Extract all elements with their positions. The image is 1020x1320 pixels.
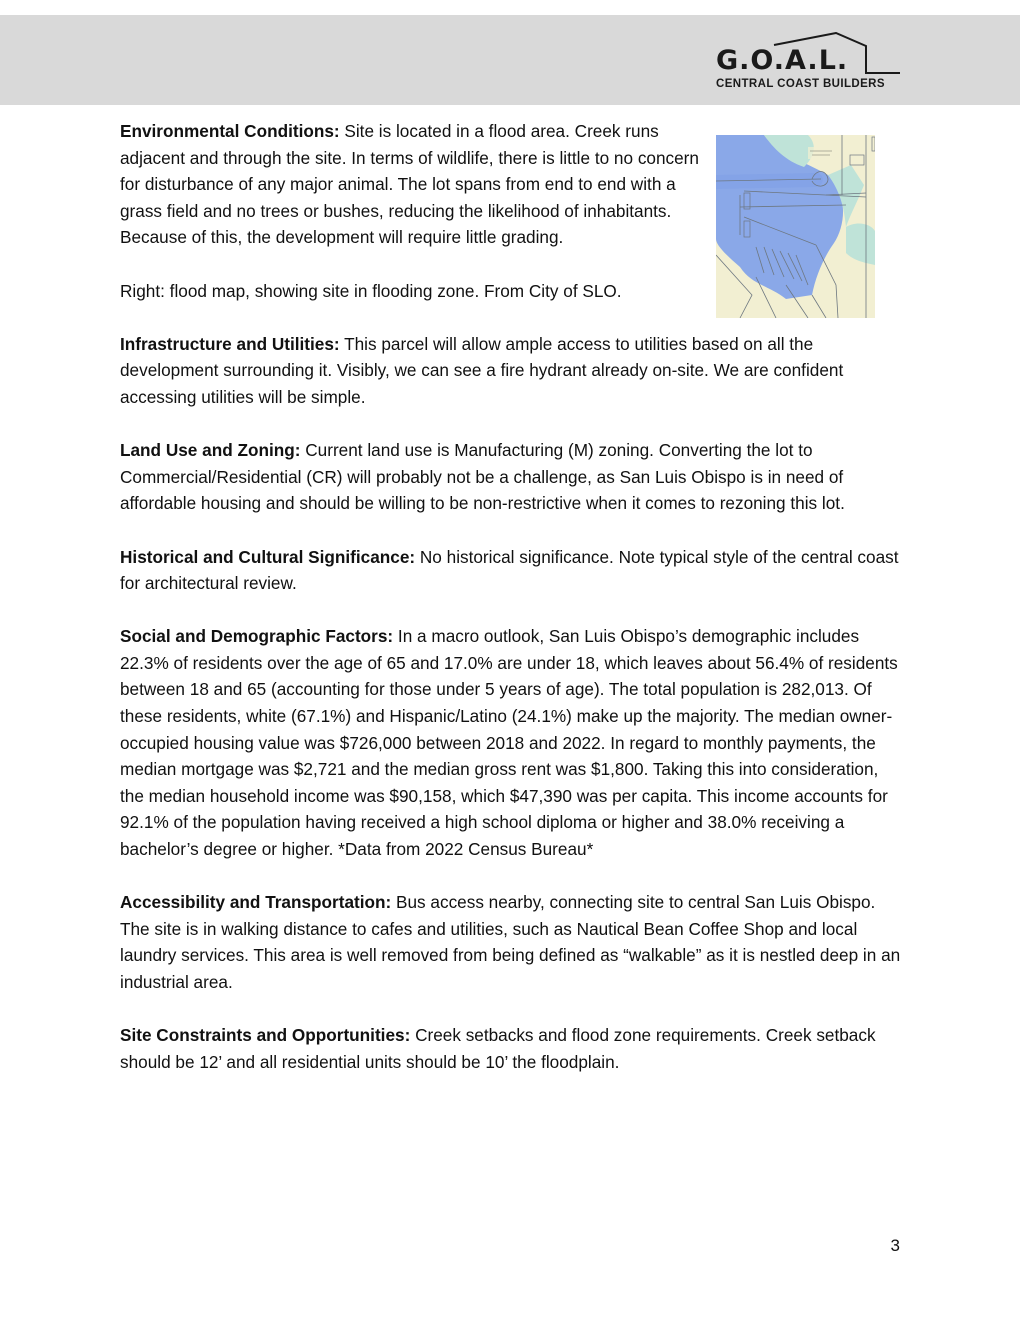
infrastructure-section [120, 331, 902, 411]
infrastructure-heading: Infrastructure and Utilities: [120, 333, 340, 354]
constraints-section [120, 1022, 902, 1075]
historical-heading: Historical and Cultural Significance: [120, 546, 416, 567]
accessibility-section [120, 889, 902, 995]
land-use-section [120, 437, 902, 517]
environmental-heading: Environmental Conditions: [120, 121, 340, 141]
document-body [120, 118, 902, 1102]
environmental-section [120, 118, 710, 251]
page-number: 3 [890, 1236, 900, 1255]
constraints-heading: Site Constraints and Opportunities: [120, 1025, 411, 1046]
historical-body: No historical significance. Note typical style of the central coast for architectural review. [120, 546, 899, 594]
infrastructure-body: This parcel will allow ample access to utilities based on all the development surrounding it. Visibly, we can see a fire hydrant already on-site. We are confident accessing utilities will be simple. [120, 333, 844, 407]
accessibility-body: Bus access nearby, connecting site to central San Luis Obispo. The site is in walking distance to cafes and utilities, such as Nautical Bean Coffee Shop and local laundry services. This area is well removed from being defined as “walkable” as it is nestled deep in an industrial area. [120, 892, 901, 992]
environmental-body: Site is located in a flood area. Creek runs adjacent and through the site. In terms of wildlife, there is little to no concern for disturbance of any major animal. The lot spans from end to end with a grass field and no trees or bushes, reducing the likelihood of inhabitants. Because of this, the development will require little grading. [120, 121, 699, 248]
land-use-body: Current land use is Manufacturing (M) zoning. Converting the lot to Commercial/Residential (CR) will probably not be a challenge, as San Luis Obispo is in need of affordable housing and should be willing to be non-restrictive when it comes to rezoning this lot. [120, 440, 845, 514]
social-section [120, 623, 902, 862]
historical-section [120, 544, 902, 597]
accessibility-heading: Accessibility and Transportation: [120, 892, 392, 913]
company-logo [714, 32, 904, 94]
social-body: In a macro outlook, San Luis Obispo’s demographic includes 22.3% of residents over the age of 65 and 17.0% are under 18, which leaves about 56.4% of residents between 18 and 65 (accounting for those under 5 years of age). The total population is 282,013. Of these residents, white (67.1%) and Hispanic/Latino (24.1%) make up the majority. The median owner-occupied housing value was $726,000 between 2018 and 2022. In regard to monthly payments, the median mortgage was $2,721 and the median gross rent was $1,800. Taking this into consideration, the median household income was $90,158, which $47,390 was per capita. This income accounts for 92.1% of the population having received a high school diploma or higher and 38.0% receiving a bachelor’s degree or higher. *Data from 2022 Census Bureau* [120, 626, 898, 860]
logo-tagline: CENTRAL COAST BUILDERS [716, 78, 885, 90]
map-caption: Right: flood map, showing site in flooding zone. From City of SLO. [120, 280, 622, 301]
logo-wordmark: G.O.A.L. [716, 45, 849, 76]
constraints-body: Creek setbacks and flood zone requirements. Creek setback should be 12’ and all residential units should be 10’ the floodplain. [120, 1025, 876, 1072]
social-heading: Social and Demographic Factors: [120, 626, 394, 647]
land-use-heading: Land Use and Zoning: [120, 440, 301, 461]
